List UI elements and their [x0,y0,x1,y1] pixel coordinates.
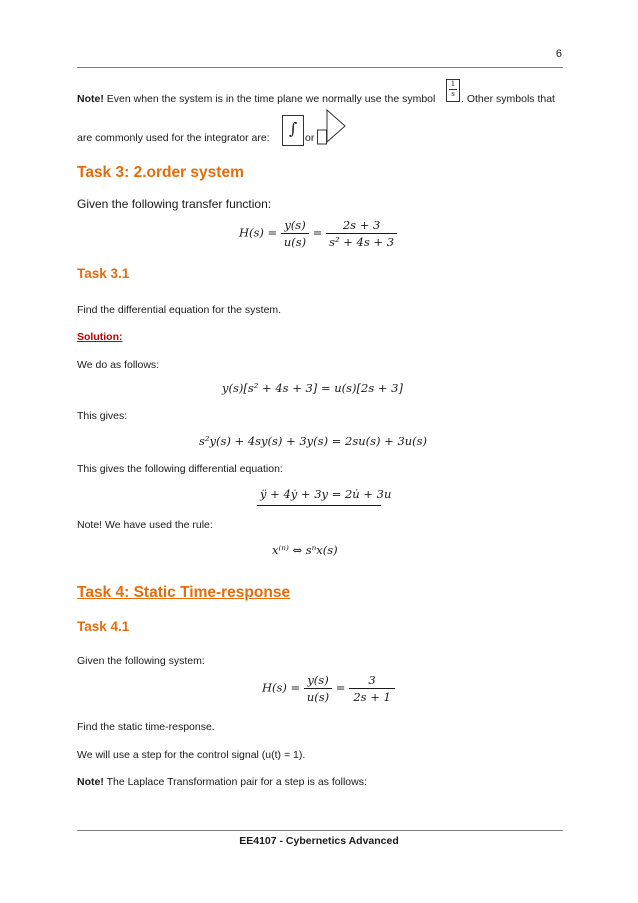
task4-note [77,776,367,789]
integral-symbol-box [282,115,304,146]
tf-den2: s² + 4s + 3 [329,235,395,249]
symbol-num: 1 [450,80,456,88]
one-over-s-symbol [446,79,460,102]
step4-text: Note! We have used the rule: [77,519,213,531]
footer-text: EE4107 - Cybernetics Advanced [239,835,399,847]
task4-note-text: The Laplace Transformation pair for a step is as follows: [103,776,367,788]
tf-num1: y(s) [281,218,309,234]
task3-heading: Task 3: 2.order system [77,164,244,181]
task4-line2: We will use a step for the control signal (u(t) = 1). [77,749,306,761]
task3-transfer-function [239,218,397,249]
task3-intro: Given the following transfer function: [77,197,272,211]
task31-heading: Task 3.1 [77,266,130,281]
tf4-den2: 2s + 1 [353,690,391,704]
tf-eq: = [312,225,323,240]
equation-2: s²y(s) + 4sy(s) + 3y(s) = 2su(s) + 3u(s) [199,434,428,448]
step2-text: This gives: [77,410,128,422]
task31-question: Find the differential equation for the system. [77,304,282,316]
tf4-eq: = [335,680,346,695]
note-label: Note! [77,93,104,105]
task41-heading: Task 4.1 [77,619,130,634]
footer-rule [77,830,563,831]
tf4-lhs: H(s) = [262,680,301,695]
header-rule [77,67,563,68]
tf4-den1: u(s) [306,690,330,704]
tf-den1: u(s) [283,235,307,249]
task4-note-label: Note! [77,776,104,788]
task4-intro: Given the following system: [77,655,205,667]
note-text-a: Even when the system is in the time plane we normally use the symbol [103,93,436,105]
equation-1: y(s)[s² + 4s + 3] = u(s)[2s + 3] [222,381,403,395]
task4-transfer-function [262,673,395,704]
or-text: or [305,132,315,144]
triangle-integrator-icon [317,108,347,146]
laplace-rule: x⁽ⁿ⁾ ⇔ sⁿx(s) [272,543,338,557]
tf4-num2: 3 [349,673,395,689]
note-line-1 [77,93,435,106]
step3-text: This gives the following differential equation: [77,463,283,475]
task4-heading: Task 4: Static Time-response [77,584,291,601]
tf4-num1: y(s) [304,673,332,689]
task4-line1: Find the static time-response. [77,721,215,733]
page-number: 6 [555,48,562,60]
integral-icon: ∫ [288,119,298,138]
tf-lhs: H(s) = [239,225,278,240]
step1-text: We do as follows: [77,359,160,371]
equation-underline [257,505,381,506]
differential-equation: ÿ + 4ẏ + 3y = 2u̇ + 3u [260,487,392,501]
solution-label: Solution: [77,331,123,343]
tf-num2: 2s + 3 [326,218,397,234]
note-text-b: . Other symbols that [461,93,555,105]
note-line-2: are commonly used for the integrator are: [77,132,270,144]
symbol-den: s [449,89,457,99]
